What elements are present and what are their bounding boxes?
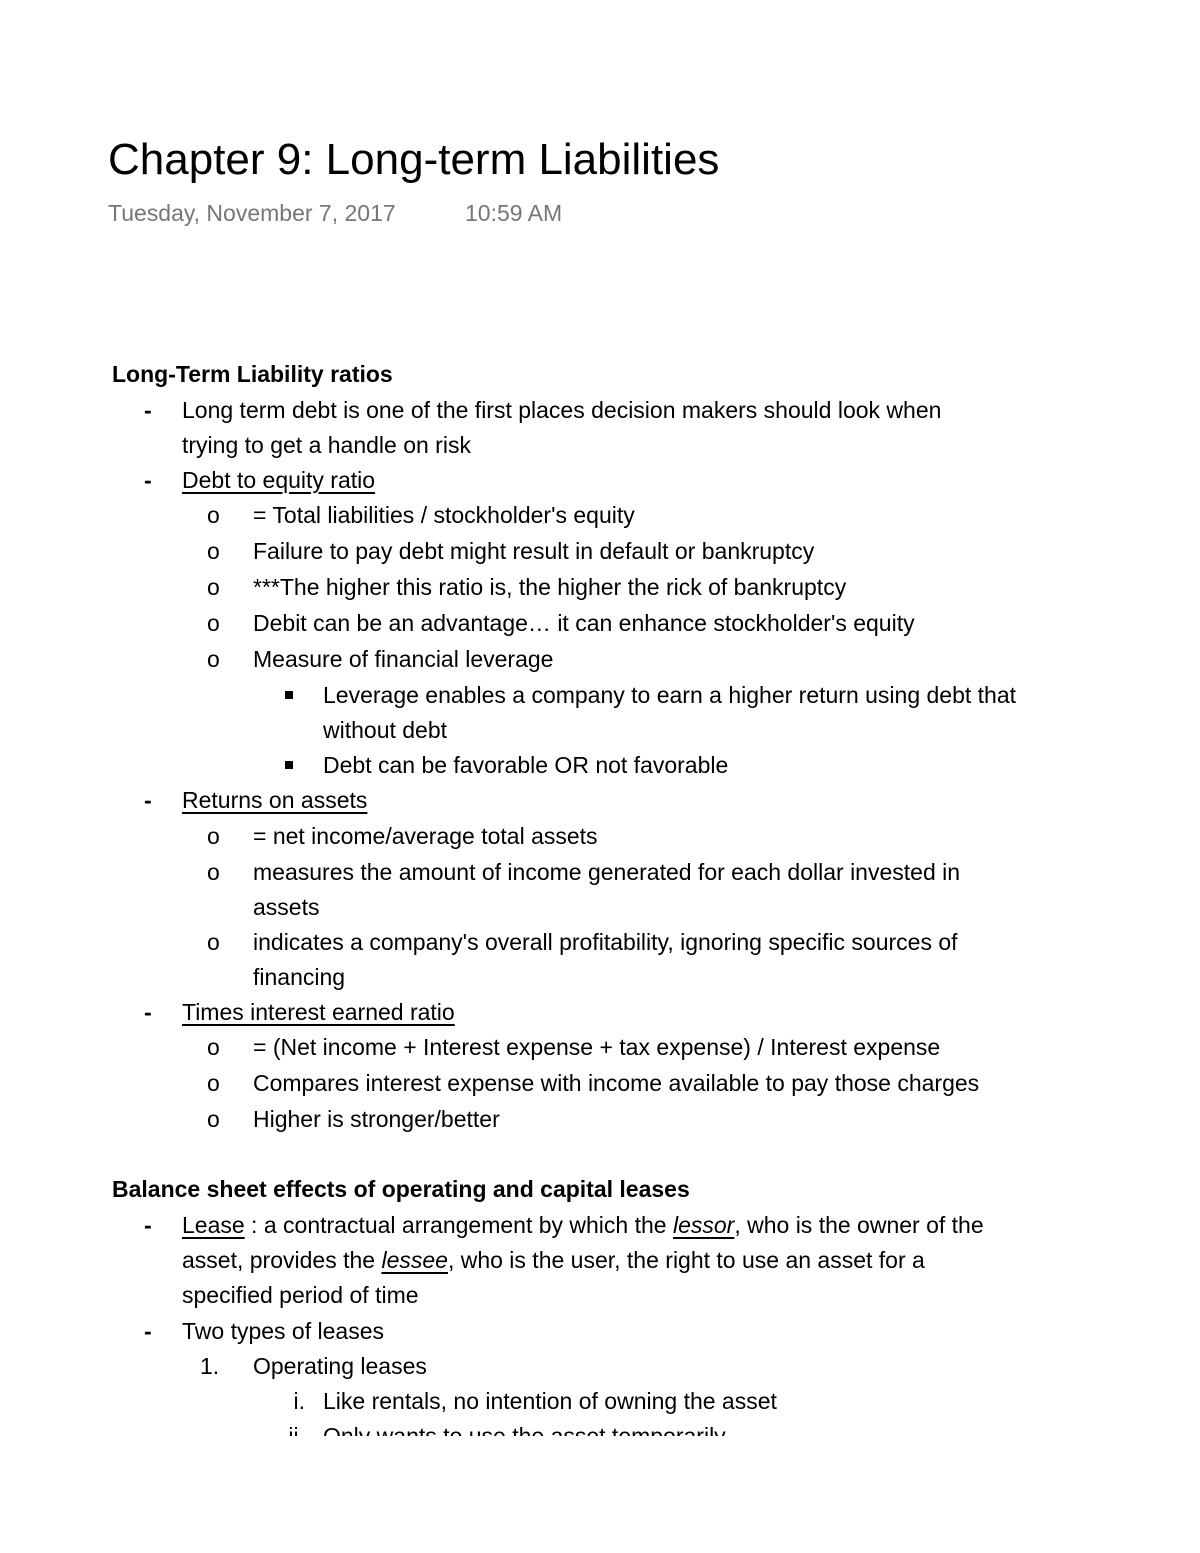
- list-item-cont: assets: [253, 894, 320, 920]
- term-lessee: lessee: [381, 1247, 448, 1273]
- lease-definition-line2: [182, 1245, 925, 1275]
- circle-bullet: o: [207, 1034, 220, 1060]
- circle-bullet: o: [207, 1106, 220, 1132]
- square-bullet: [285, 761, 293, 769]
- list-item: Leverage enables a company to earn a higher return using debt that: [323, 682, 1017, 708]
- dash-bullet: -: [144, 397, 152, 423]
- list-item: Debt can be favorable OR not favorable: [323, 752, 729, 778]
- lease-text: : a contractual arrangement by which the: [244, 1212, 673, 1238]
- square-bullet: [285, 691, 293, 699]
- lease-text: , who is the owner of the: [734, 1212, 984, 1238]
- dash-bullet: -: [144, 467, 152, 493]
- list-item: Two types of leases: [182, 1318, 384, 1344]
- list-item-cont: trying to get a handle on risk: [182, 432, 471, 458]
- topic-returns-on-assets: Returns on assets: [182, 787, 368, 813]
- list-item: = net income/average total assets: [253, 823, 598, 849]
- note-time: 10:59 AM: [465, 200, 563, 226]
- list-item: indicates a company's overall profitability, ignoring specific sources of: [253, 929, 958, 955]
- list-item: Like rentals, no intention of owning the asset: [323, 1388, 777, 1414]
- lease-definition-line3: specified period of time: [182, 1282, 419, 1308]
- dash-bullet: -: [144, 787, 152, 813]
- list-item: Long term debt is one of the first places decision makers should look when: [182, 397, 942, 423]
- lease-definition-line1: [182, 1210, 984, 1240]
- list-item: Failure to pay debt might result in default or bankruptcy: [253, 538, 815, 564]
- list-item: Measure of financial leverage: [253, 646, 554, 672]
- circle-bullet: o: [207, 859, 220, 885]
- section-heading-leases: Balance sheet effects of operating and capital leases: [112, 1176, 690, 1202]
- circle-bullet: o: [207, 1070, 220, 1096]
- list-item: = (Net income + Interest expense + tax expense) / Interest expense: [253, 1034, 941, 1060]
- dash-bullet: -: [144, 1212, 152, 1238]
- list-item: Compares interest expense with income available to pay those charges: [253, 1070, 980, 1096]
- circle-bullet: o: [207, 929, 220, 955]
- lease-text: asset, provides the: [182, 1247, 382, 1273]
- circle-bullet: o: [207, 646, 220, 672]
- section-heading-ratios: Long-Term Liability ratios: [112, 361, 393, 387]
- list-item-cont: financing: [253, 964, 346, 990]
- lease-text: , who is the user, the right to use an asset for a: [447, 1247, 925, 1273]
- list-item: Operating leases: [253, 1353, 427, 1379]
- circle-bullet: o: [207, 823, 220, 849]
- topic-debt-to-equity: Debt to equity ratio: [182, 467, 376, 493]
- circle-bullet: o: [207, 574, 220, 600]
- list-item: ***The higher this ratio is, the higher the rick of bankruptcy: [253, 574, 847, 600]
- term-lessor: lessor: [672, 1212, 735, 1238]
- list-item: Higher is stronger/better: [253, 1106, 500, 1132]
- list-item: = Total liabilities / stockholder's equity: [253, 502, 635, 528]
- list-item-cont: without debt: [323, 717, 448, 743]
- page-title: Chapter 9: Long-term Liabilities: [108, 135, 720, 184]
- note-date: Tuesday, November 7, 2017: [108, 200, 396, 226]
- circle-bullet: o: [207, 538, 220, 564]
- circle-bullet: o: [207, 502, 220, 528]
- dash-bullet: -: [144, 999, 152, 1025]
- list-item: measures the amount of income generated for each dollar invested in: [253, 859, 961, 885]
- number-bullet: 1.: [200, 1353, 220, 1379]
- term-lease: Lease: [182, 1212, 245, 1238]
- topic-times-interest-earned: Times interest earned ratio: [182, 999, 455, 1025]
- circle-bullet: o: [207, 610, 220, 636]
- page-cutoff: [0, 1436, 1200, 1553]
- list-item: Debit can be an advantage… it can enhance stockholder's equity: [253, 610, 915, 636]
- dash-bullet: -: [144, 1318, 152, 1344]
- roman-bullet: i.: [293, 1388, 305, 1414]
